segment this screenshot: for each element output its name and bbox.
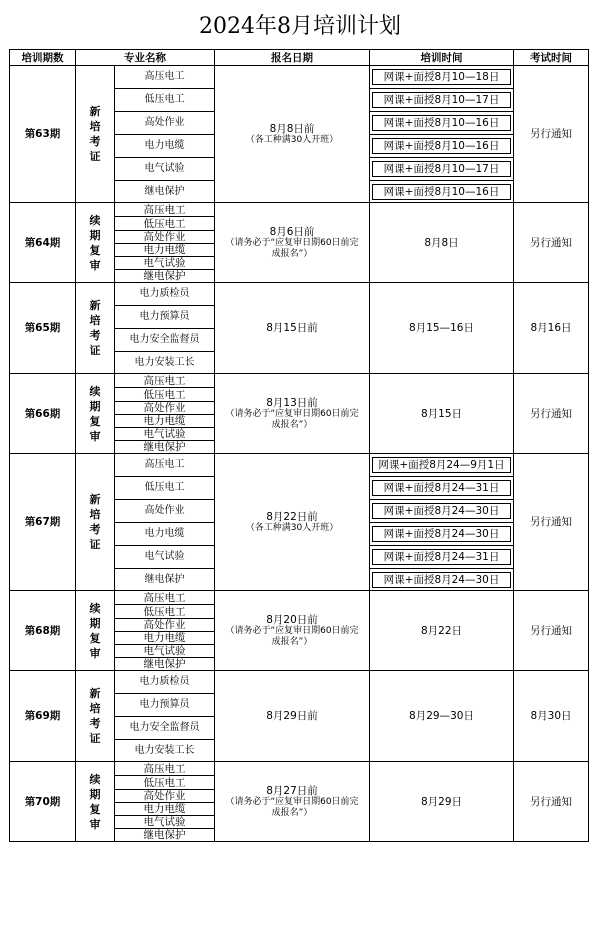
category-char: 培 xyxy=(89,314,101,327)
major-name: 高处作业 xyxy=(115,231,215,244)
table-body xyxy=(10,66,589,842)
category-label xyxy=(76,762,115,842)
major-name: 继电保护 xyxy=(115,270,215,283)
registration-date xyxy=(215,671,370,762)
major-name: 高压电工 xyxy=(115,66,215,89)
training-time: 8月29—30日 xyxy=(370,671,514,762)
category-char: 审 xyxy=(89,646,101,660)
table-row xyxy=(10,66,589,89)
major-name: 电力电缆 xyxy=(115,523,215,546)
major-name: 低压电工 xyxy=(115,776,215,790)
table-row xyxy=(10,374,589,388)
registration-date xyxy=(215,66,370,203)
major-name: 高处作业 xyxy=(115,112,215,135)
header-period: 培训期数 xyxy=(10,50,76,66)
category-label xyxy=(76,283,115,374)
exam-time: 另行通知 xyxy=(514,66,589,203)
major-name: 电力电缆 xyxy=(115,803,215,816)
major-name: 电气试验 xyxy=(115,428,215,441)
major-name: 继电保护 xyxy=(115,829,215,842)
category-char: 续 xyxy=(89,601,101,615)
training-time xyxy=(370,569,514,591)
header-major: 专业名称 xyxy=(76,50,215,66)
registration-date xyxy=(215,203,370,283)
header-registration: 报名日期 xyxy=(215,50,370,66)
category-char: 续 xyxy=(89,213,101,227)
major-name: 继电保护 xyxy=(115,569,215,591)
major-name: 低压电工 xyxy=(115,477,215,500)
registration-date xyxy=(215,591,370,671)
training-time xyxy=(370,66,514,89)
major-name: 电力安装工长 xyxy=(115,740,215,762)
page-title: 2024年8月培训计划 xyxy=(199,14,401,39)
registration-note: （请务必于“应复审日期60日前完成报名”） xyxy=(225,625,359,647)
training-schedule-table xyxy=(9,49,589,842)
major-name: 高压电工 xyxy=(115,591,215,605)
training-time-box: 网课+面授8月10—16日 xyxy=(372,115,511,131)
exam-time: 另行通知 xyxy=(514,203,589,283)
major-name: 电气试验 xyxy=(115,257,215,270)
category-char: 复 xyxy=(89,802,101,816)
major-name: 电气试验 xyxy=(115,645,215,658)
category-char: 证 xyxy=(89,344,101,357)
registration-deadline: 8月22日前 xyxy=(266,510,318,523)
training-time: 8月15—16日 xyxy=(370,283,514,374)
exam-time: 另行通知 xyxy=(514,374,589,454)
major-name: 电力质检员 xyxy=(115,671,215,694)
category-label xyxy=(76,374,115,454)
registration-note: （各工种满30人开班） xyxy=(245,522,339,533)
major-name: 电力电缆 xyxy=(115,632,215,645)
major-name: 高处作业 xyxy=(115,790,215,803)
training-time xyxy=(370,477,514,500)
training-time-box: 网课+面授8月24—31日 xyxy=(372,480,511,496)
category-char: 审 xyxy=(89,258,101,272)
registration-deadline: 8月8日前 xyxy=(269,122,315,135)
registration-deadline: 8月20日前 xyxy=(266,613,318,626)
period-name: 第68期 xyxy=(10,591,76,671)
major-name: 高压电工 xyxy=(115,762,215,776)
category-label xyxy=(76,671,115,762)
category-char: 培 xyxy=(89,120,101,133)
major-name: 高处作业 xyxy=(115,402,215,415)
category-char: 考 xyxy=(89,717,101,730)
registration-deadline: 8月15日前 xyxy=(266,322,318,334)
category-char: 审 xyxy=(89,817,101,831)
major-name: 继电保护 xyxy=(115,181,215,203)
registration-deadline: 8月27日前 xyxy=(266,784,318,797)
major-name: 电气试验 xyxy=(115,546,215,569)
period-name: 第63期 xyxy=(10,66,76,203)
category-char: 新 xyxy=(89,105,101,118)
major-name: 电气试验 xyxy=(115,158,215,181)
training-time-box: 网课+面授8月24—30日 xyxy=(372,526,511,542)
major-name: 低压电工 xyxy=(115,89,215,112)
major-name: 继电保护 xyxy=(115,441,215,454)
training-time-box: 网课+面授8月24—30日 xyxy=(372,503,511,519)
category-char: 复 xyxy=(89,243,101,257)
category-char: 复 xyxy=(89,414,101,428)
training-time xyxy=(370,454,514,477)
table-row xyxy=(10,591,589,605)
category-label xyxy=(76,591,115,671)
category-char: 考 xyxy=(89,329,101,342)
major-name: 高处作业 xyxy=(115,619,215,632)
exam-time: 8月16日 xyxy=(514,283,589,374)
training-time xyxy=(370,112,514,135)
category-char: 续 xyxy=(89,384,101,398)
training-time-box: 网课+面授8月10—18日 xyxy=(372,69,511,85)
major-name: 电力电缆 xyxy=(115,415,215,428)
category-label xyxy=(76,203,115,283)
training-time-box: 网课+面授8月24—30日 xyxy=(372,572,511,588)
exam-time: 另行通知 xyxy=(514,591,589,671)
major-name: 继电保护 xyxy=(115,658,215,671)
category-char: 证 xyxy=(89,150,101,163)
category-char: 复 xyxy=(89,631,101,645)
training-time-box: 网课+面授8月10—17日 xyxy=(372,161,511,177)
category-label xyxy=(76,454,115,591)
period-name: 第65期 xyxy=(10,283,76,374)
training-time: 8月22日 xyxy=(370,591,514,671)
registration-note: （各工种满30人开班） xyxy=(245,134,339,145)
training-time: 8月8日 xyxy=(370,203,514,283)
period-name: 第64期 xyxy=(10,203,76,283)
registration-deadline: 8月29日前 xyxy=(266,710,318,722)
category-char: 考 xyxy=(89,523,101,536)
registration-date xyxy=(215,762,370,842)
training-time xyxy=(370,523,514,546)
training-time-box: 网课+面授8月24—31日 xyxy=(372,549,511,565)
category-char: 续 xyxy=(89,772,101,786)
period-name: 第67期 xyxy=(10,454,76,591)
major-name: 高压电工 xyxy=(115,454,215,477)
exam-time: 另行通知 xyxy=(514,762,589,842)
training-time-box: 网课+面授8月10—17日 xyxy=(372,92,511,108)
training-time xyxy=(370,89,514,112)
training-time xyxy=(370,546,514,569)
category-char: 新 xyxy=(89,687,101,700)
training-time-box: 网课+面授8月24—9月1日 xyxy=(372,457,511,473)
registration-date xyxy=(215,454,370,591)
category-char: 期 xyxy=(89,787,101,801)
major-name: 电气试验 xyxy=(115,816,215,829)
training-time xyxy=(370,158,514,181)
training-time xyxy=(370,135,514,158)
major-name: 低压电工 xyxy=(115,388,215,402)
category-char: 审 xyxy=(89,429,101,443)
major-name: 电力安装工长 xyxy=(115,352,215,374)
header-exam: 考试时间 xyxy=(514,50,589,66)
table-row xyxy=(10,762,589,776)
category-char: 证 xyxy=(89,732,101,745)
major-name: 电力安全监督员 xyxy=(115,329,215,352)
category-char: 新 xyxy=(89,493,101,506)
period-name: 第66期 xyxy=(10,374,76,454)
category-label xyxy=(76,66,115,203)
registration-note: （请务必于“应复审日期60日前完成报名”） xyxy=(225,408,359,430)
major-name: 高处作业 xyxy=(115,500,215,523)
major-name: 电力安全监督员 xyxy=(115,717,215,740)
training-time: 8月29日 xyxy=(370,762,514,842)
header-training: 培训时间 xyxy=(370,50,514,66)
category-char: 期 xyxy=(89,228,101,242)
major-name: 电力预算员 xyxy=(115,306,215,329)
registration-date xyxy=(215,283,370,374)
table-row xyxy=(10,203,589,217)
training-time xyxy=(370,181,514,203)
category-char: 期 xyxy=(89,616,101,630)
registration-deadline: 8月13日前 xyxy=(266,396,318,409)
major-name: 高压电工 xyxy=(115,203,215,217)
category-char: 考 xyxy=(89,135,101,148)
header-row xyxy=(10,50,589,66)
exam-time: 8月30日 xyxy=(514,671,589,762)
major-name: 电力预算员 xyxy=(115,694,215,717)
major-name: 低压电工 xyxy=(115,605,215,619)
training-time-box: 网课+面授8月10—16日 xyxy=(372,184,511,200)
category-char: 培 xyxy=(89,508,101,521)
category-char: 期 xyxy=(89,399,101,413)
major-name: 电力电缆 xyxy=(115,135,215,158)
category-char: 证 xyxy=(89,538,101,551)
training-time: 8月15日 xyxy=(370,374,514,454)
period-name: 第70期 xyxy=(10,762,76,842)
major-name: 电力质检员 xyxy=(115,283,215,306)
table-row xyxy=(10,454,589,477)
registration-date xyxy=(215,374,370,454)
registration-deadline: 8月6日前 xyxy=(269,225,315,238)
category-char: 新 xyxy=(89,299,101,312)
major-name: 高压电工 xyxy=(115,374,215,388)
category-char: 培 xyxy=(89,702,101,715)
registration-note: （请务必于“应复审日期60日前完成报名”） xyxy=(225,796,359,818)
registration-note: （请务必于“应复审日期60日前完成报名”） xyxy=(225,237,359,259)
table-row xyxy=(10,283,589,306)
training-time-box: 网课+面授8月10—16日 xyxy=(372,138,511,154)
table-row xyxy=(10,671,589,694)
major-name: 低压电工 xyxy=(115,217,215,231)
major-name: 电力电缆 xyxy=(115,244,215,257)
period-name: 第69期 xyxy=(10,671,76,762)
exam-time: 另行通知 xyxy=(514,454,589,591)
training-time xyxy=(370,500,514,523)
